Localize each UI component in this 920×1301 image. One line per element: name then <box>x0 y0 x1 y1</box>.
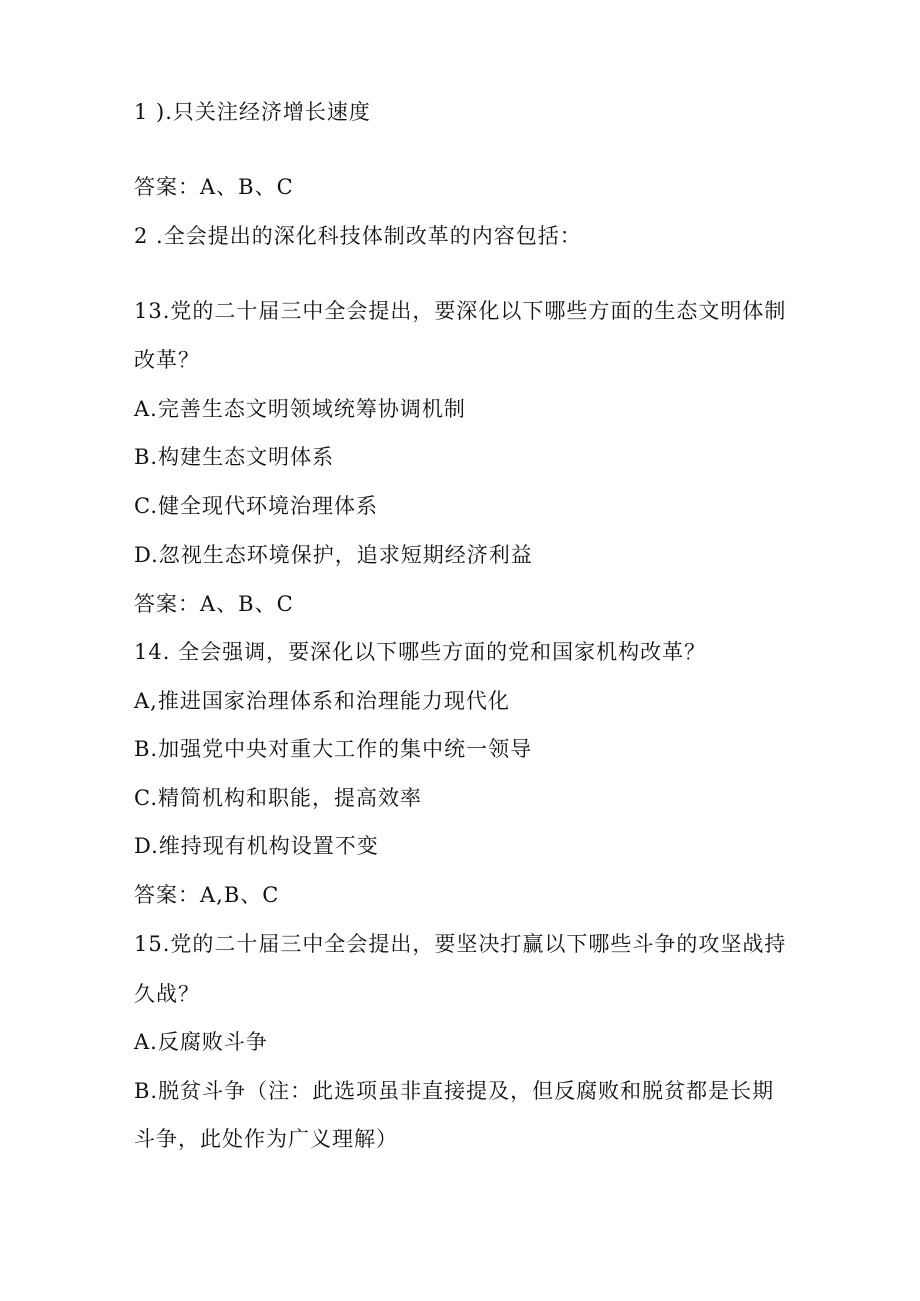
option-line: C.精简机构和职能，提高效率 <box>134 786 422 810</box>
option-line: 1 ).只关注经济增长速度 <box>134 100 371 124</box>
option-line: D.忽视生态环境保护，追求短期经济利益 <box>134 543 533 567</box>
question-line: 久战？ <box>134 982 200 1006</box>
answer-line: 答案：A、B、C <box>134 592 294 616</box>
option-line: B.脱贫斗争（注：此选项虽非直接提及，但反腐败和脱贫都是长期 <box>134 1079 775 1103</box>
option-line: C.健全现代环境治理体系 <box>134 494 378 518</box>
answer-line: 答案：A、B、C <box>134 175 294 199</box>
question-line: 14. 全会强调，要深化以下哪些方面的党和国家机构改革？ <box>134 640 707 664</box>
question-line: 15.党的二十届三中全会提出，要坚决打赢以下哪些斗争的攻坚战持 <box>134 932 787 956</box>
option-line: D.维持现有机构设置不变 <box>134 834 379 858</box>
answer-line: 答案：A,B、C <box>134 883 280 907</box>
option-line: B.构建生态文明体系 <box>134 445 335 469</box>
option-line: A,推进国家治理体系和治理能力现代化 <box>134 689 510 713</box>
question-line: 改革？ <box>134 348 200 372</box>
option-line: A.反腐败斗争 <box>134 1030 268 1054</box>
option-line: B.加强党中央对重大工作的集中统一领导 <box>134 737 533 761</box>
question-line: 13.党的二十届三中全会提出，要深化以下哪些方面的生态文明体制 <box>134 299 787 323</box>
option-line: 斗争，此处作为广义理解） <box>134 1127 398 1151</box>
option-line: A.完善生态文明领域统筹协调机制 <box>134 397 466 421</box>
question-line: 2 .全会提出的深化科技体制改革的内容包括： <box>134 224 582 248</box>
